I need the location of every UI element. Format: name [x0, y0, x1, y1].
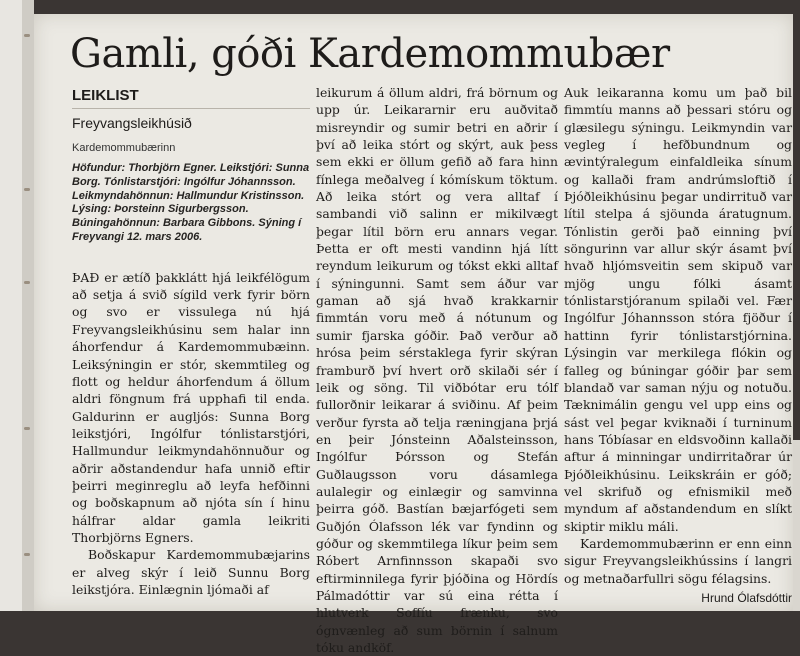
- venue-name: Freyvangsleikhúsið: [72, 115, 192, 131]
- edge-mark: [24, 553, 30, 556]
- credits-block: [72, 162, 310, 245]
- article-column-3: [564, 84, 792, 606]
- performance-date: Sýning í Freyvangi 12. mars 2006.: [72, 217, 302, 243]
- article-paragraph-continued: Auk leikaranna komu um það bil fimmtíu manns að þessari stóru og glæsilegu sýningu. Leikmyndin var vegleg í hefðbundnum og ævintýralegum einfaldleika sínum og kallaði fram andrúmsloftið í Þjóðleikhúsinu þegar undirrituð var lítil stelpa á sjöunda áratugnum. Tónlistin gerði það einning því söngurinn var allur skýr ásamt því hvað hljómsveitin sem skipuð var mjög ungu fólki ásamt tónlistarstjóranum spilaði vel. Fær Ingólfur Jóhannsson stóra fjöður í hattinn fyrir tónlistarstjórnina. Lýsingin var merkilega flókin og falleg og búningar góðir þar sem blandað var saman nýju og notuðu. Tæknimálin gengu vel upp eins og sást vel þegar kviknaði í turninum hans Tóbíasar en eldsvoðinn kallaði aftur á minningar undirritaðrar úr Þjóðleikhúsinu. Leikskráin er góð; vel skrifuð og efnismikil með myndum af aðstandendum en slíkt skiptir miklu máli.: [564, 85, 792, 534]
- article-paragraph: Boðskapur Kardemommubæjarins er alveg skýr í leið Sunnu Borg leikstjóra. Einlægnin ljómaði af: [72, 547, 310, 597]
- credits-text: Höfundur: Thorbjörn Egner. Leikstjóri: Sunna Borg. Tónlistarstjóri: Ingólfur Jóhannsson. Leikmyndahönnun: Hallmundur Kristinsson. Lýsing: Þorsteinn Sigurbergsson. Búningahönnun: Barbara Gibbons.: [72, 162, 310, 230]
- adjacent-page-edge: [0, 0, 34, 611]
- article-paragraph: ÞAÐ er ætíð þakklátt hjá leikfélögum að setja á svið sígild verk fyrir börn og svo er vissulega nú hjá Freyvangsleikhúsinu sem halar inn áhorfendur á Kardemommubæinn. Leiksýningin er stór, skemmtileg og flott og heldur áhorfendum á öllum aldri föngnum frá upphafi til enda. Galdurinn er augljós: Sunna Borg leikstjóri, Ingólfur tónlistarstjóri, Hallmundur leikmyndahönnuður og aðrir aðstandendur hafa unnið eftir þeirri meginreglu að leyfa hefðinni og boðskapnum að njóta sín í hinu hálfrar aldar gamla leikriti Thorbjörns Egners.: [72, 269, 310, 545]
- article-column-1: [72, 84, 310, 598]
- byline: Hrund Ólafsdóttir: [701, 590, 792, 605]
- article-body: [72, 269, 310, 599]
- edge-mark: [24, 34, 30, 37]
- edge-mark: [24, 427, 30, 430]
- play-name: Kardemommubærinn: [72, 142, 176, 154]
- article-headline: Gamli, góði Kardemommubær: [70, 31, 670, 77]
- article-paragraph: Kardemommubærinn er enn einn sigur Freyvangsleikhússins í langri og metnaðarfullri sögu félagsins.: [564, 535, 792, 586]
- newspaper-clipping: [34, 14, 793, 655]
- section-label: LEIKLIST: [72, 88, 310, 109]
- article-column-2: [316, 84, 558, 656]
- edge-mark: [24, 281, 30, 284]
- edge-mark: [24, 188, 30, 191]
- article-paragraph-continued: leikurum á öllum aldri, frá börnum og upp úr. Leikararnir eru auðvitað misreyndir og sumir betri en aðrir í því að leika stórt og skýrt, auk þess sem ekki er öllum gefið að fara hinn fínlega meðalveg í kómískum töktum. Að leika stórt og vera alltaf í sambandi við salinn er mikilvægt þegar lítil börn eru annars vegar. Þetta er oft mesti vandinn hjá lítt reyndum leikurum og tókst ekki alltaf í sýningunni. Samt sem áður var gaman að sjá hvað krakkarnir fimmtán voru með á nótunum og sumir fjarska góðir. Það verður að hrósa þeim sérstaklega fyrir skýran framburð því hvert orð skilaði sér í leik og söng. Til viðbótar eru tólf fullorðnir leikarar á sviðinu. Af þeim verður fyrsta að telja ræningjana þrjá en þeir Jónsteinn Aðalsteinsson, Ingólfur Þórsson og Stefán Guðlaugsson voru dásamlega aulalegir og einlægir og samvinna þeirra góð. Bastían bæjarfógeti sem Guðjón Ólafsson lék var fyndinn og góður og skemmtilega líkur þeim sem Róbert Arnfinnsson skapaði svo eftirminnilega fyrir þjóðina og Hördís Pálmadóttir var sú eina rétta í hlutverk Soffíu frænku, svo ógnvænleg að sum börnin í salnum tóku andköf.: [316, 85, 558, 655]
